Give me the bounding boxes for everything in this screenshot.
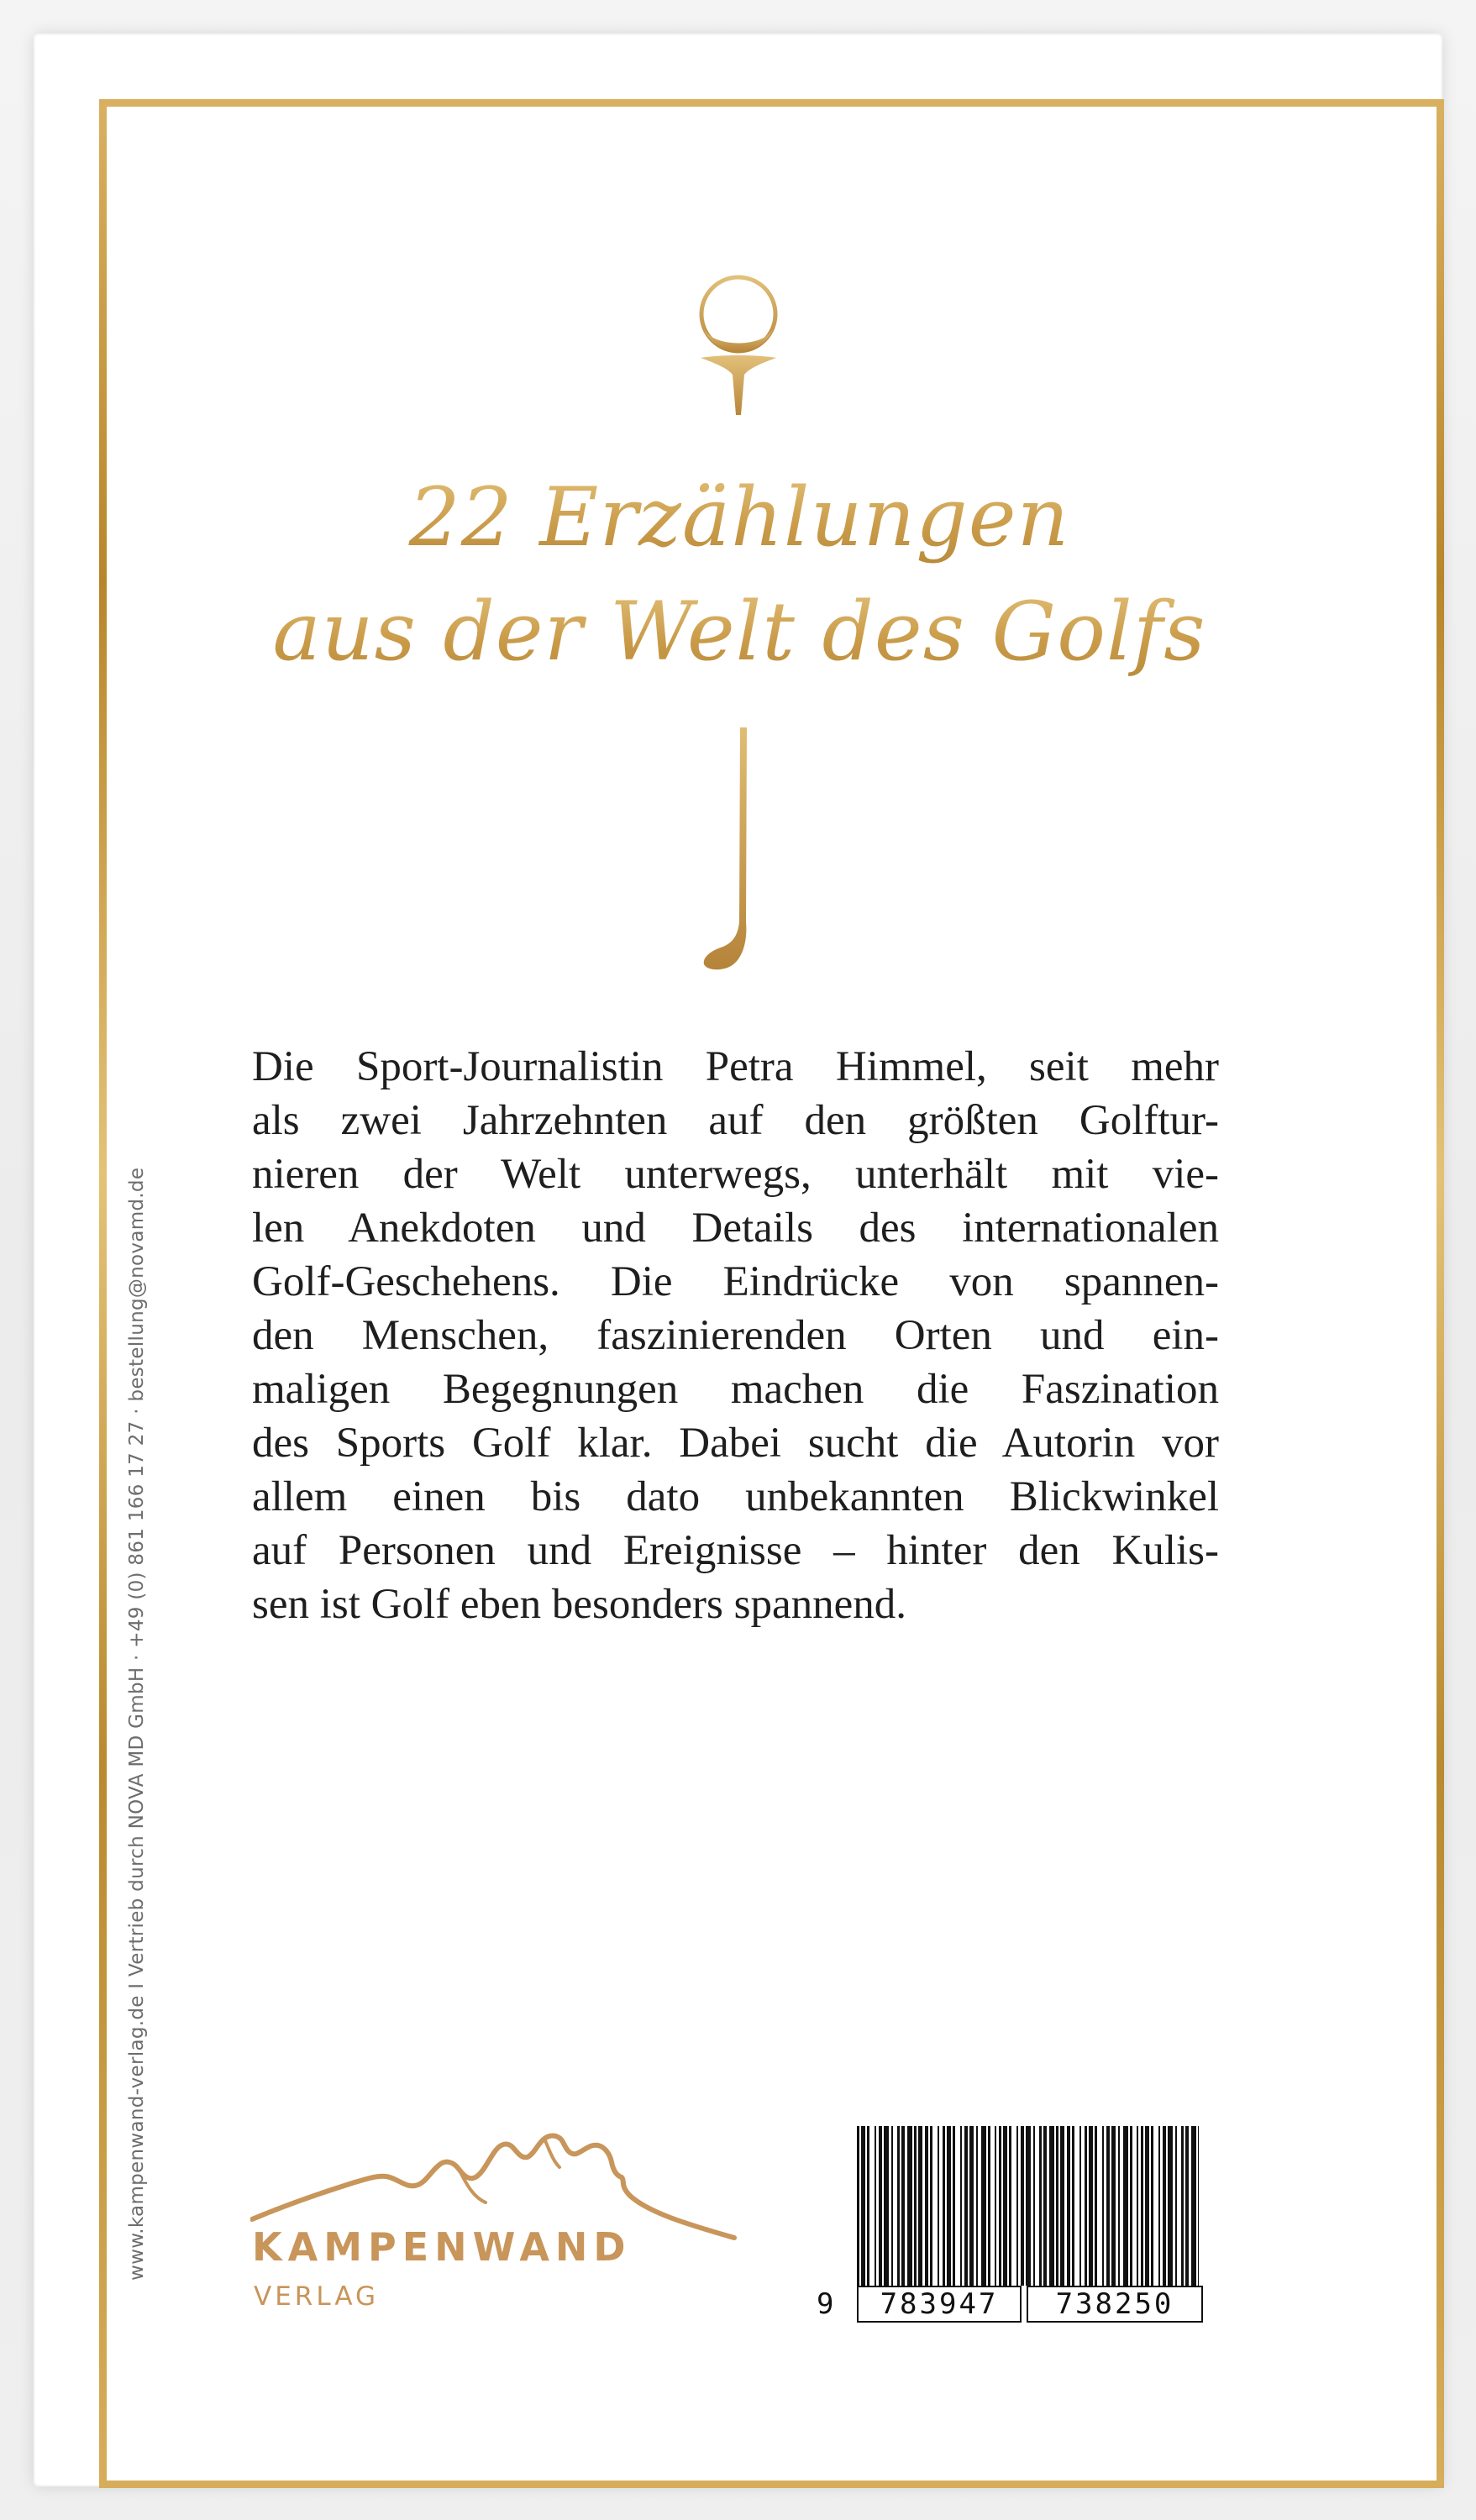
description-line: allem einen bis dato unbekannten Blickwinkel: [252, 1473, 1219, 1520]
description-line: Golf-Geschehens. Die Eindrücke von spannen-: [252, 1258, 1219, 1305]
barcode-bar: [1141, 2126, 1143, 2286]
barcode-bar: [1089, 2126, 1093, 2286]
barcode-bar: [1095, 2126, 1097, 2286]
barcode-bar: [1145, 2126, 1149, 2286]
description-line: nieren der Welt unterwegs, unterhält mit vie-: [252, 1151, 1219, 1198]
book-description: [252, 1040, 1219, 1631]
description-line: auf Personen und Ereignisse – hinter den Kulis-: [252, 1527, 1219, 1574]
barcode-bar: [930, 2126, 932, 2286]
barcode-bar: [1181, 2126, 1184, 2286]
barcode-bar: [976, 2126, 978, 2286]
publisher-contact-line: www.kampenwand-verlag.de I Vertrieb durch NOVA MD GmbH · +49 (0) 861 166 17 27 · bestellung@novamd.de: [126, 1167, 148, 2281]
barcode-bar: [1106, 2126, 1110, 2286]
barcode-bar: [1158, 2126, 1160, 2286]
isbn-barcode: [817, 2126, 1209, 2323]
barcode-bar: [1026, 2126, 1031, 2286]
barcode-lead-digit: 9: [817, 2287, 834, 2321]
barcode-bar: [1168, 2126, 1173, 2286]
barcode-bar: [914, 2126, 917, 2286]
barcode-bar: [1079, 2126, 1081, 2286]
barcode-bar: [1039, 2126, 1042, 2286]
barcode-bar: [861, 2126, 865, 2286]
barcode-bar: [1016, 2126, 1018, 2286]
barcode-bar: [1191, 2126, 1196, 2286]
barcode-bar: [960, 2126, 962, 2286]
barcode-bar: [938, 2126, 939, 2286]
barcode-bar: [1102, 2126, 1104, 2286]
barcode-bar: [1111, 2126, 1116, 2286]
barcode-bar: [1085, 2126, 1087, 2286]
barcode-bar: [1003, 2126, 1007, 2286]
barcode-bar: [1033, 2126, 1035, 2286]
barcode-bar: [953, 2126, 955, 2286]
barcode-bar: [918, 2126, 922, 2286]
barcode-bar: [1021, 2126, 1024, 2286]
barcode-bar: [1163, 2126, 1166, 2286]
barcode-bar: [1151, 2126, 1153, 2286]
barcode-bars: [857, 2126, 1199, 2286]
description-line: des Sports Golf klar. Dabei sucht die Autorin vor: [252, 1420, 1219, 1467]
barcode-bar: [1009, 2126, 1011, 2286]
barcode-bar: [1043, 2126, 1047, 2286]
barcode-bar: [969, 2126, 974, 2286]
barcode-bar: [1185, 2126, 1189, 2286]
barcode-bar: [1130, 2126, 1132, 2286]
description-line: sen ist Golf eben besonders spannend.: [252, 1581, 906, 1628]
barcode-bar: [897, 2126, 900, 2286]
headline-line-1: 22 Erzählungen: [218, 467, 1260, 568]
barcode-bar: [981, 2126, 986, 2286]
barcode-bar: [884, 2126, 889, 2286]
barcode-bar: [1137, 2126, 1138, 2286]
barcode-bar: [1118, 2126, 1120, 2286]
barcode-bar: [995, 2126, 996, 2286]
barcode-bar: [867, 2126, 869, 2286]
barcode-bar: [907, 2126, 912, 2286]
barcode-bar: [1123, 2126, 1128, 2286]
barcode-bar: [1049, 2126, 1054, 2286]
barcode-bar: [1067, 2126, 1070, 2286]
barcode-bar: [857, 2126, 859, 2286]
barcode-bar: [988, 2126, 990, 2286]
description-line: den Menschen, faszinierenden Orten und ein-: [252, 1312, 1219, 1359]
barcode-bar: [901, 2126, 905, 2286]
barcode-bar: [1072, 2126, 1074, 2286]
barcode-bar: [1175, 2126, 1177, 2286]
description-line: maligen Begegnungen machen die Faszination: [252, 1366, 1219, 1413]
barcode-bar: [999, 2126, 1001, 2286]
golf-club-icon: [701, 727, 776, 971]
barcode-bar: [1198, 2126, 1199, 2286]
barcode-bar: [947, 2126, 951, 2286]
barcode-bar: [964, 2126, 968, 2286]
barcode-bar: [1056, 2126, 1058, 2286]
barcode-bar: [879, 2126, 882, 2286]
barcode-bar: [1060, 2126, 1064, 2286]
description-line: als zwei Jahrzehnten auf den größten Golftur-: [252, 1097, 1219, 1144]
barcode-bar: [943, 2126, 945, 2286]
mountain-ridge-icon: [250, 2125, 738, 2302]
headline-line-2: aus der Welt des Golfs: [218, 581, 1260, 682]
description-line: len Anekdoten und Details des internationalen: [252, 1205, 1219, 1252]
publisher-subname: VERLAG: [254, 2281, 379, 2312]
barcode-group-1: 783947: [857, 2286, 1022, 2323]
barcode-bar: [891, 2126, 893, 2286]
barcode-digits: [817, 2285, 1209, 2323]
barcode-group-2: 738250: [1027, 2286, 1203, 2323]
golf-ball-on-tee-icon: [687, 270, 790, 420]
description-line: Die Sport-Journalistin Petra Himmel, seit mehr: [252, 1043, 1219, 1090]
barcode-bar: [875, 2126, 876, 2286]
publisher-name: KAMPENWAND: [252, 2224, 632, 2270]
barcode-bar: [925, 2126, 928, 2286]
